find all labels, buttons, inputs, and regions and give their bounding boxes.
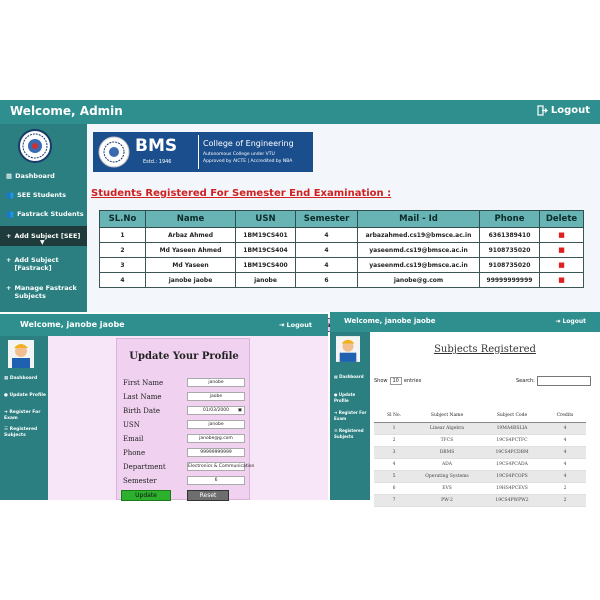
sidebar-item-label: Registered Subjects (334, 428, 364, 439)
subjects-heading: Subjects Registered (434, 344, 536, 355)
column-header: Credits (544, 410, 586, 422)
table-row (374, 458, 586, 470)
entries-label: entries (403, 378, 422, 384)
cell-usn: 1BM19CS404 (236, 243, 296, 258)
cell-subject-name: Linear Algebra (414, 422, 480, 434)
banner-line1: Autonomous College under VTU (203, 152, 275, 157)
delete-button[interactable] (540, 273, 584, 288)
cell-name: Md Yaseen Ahmed (146, 243, 236, 258)
avatar-icon (8, 340, 34, 368)
college-logo (14, 128, 56, 164)
profile-header-title: Welcome, janobe jaobe (20, 320, 125, 329)
user-icon: ● (334, 392, 339, 397)
phone-input[interactable]: 99999999999 (187, 448, 245, 457)
sidebar-item-dashboard[interactable] (0, 376, 48, 382)
subjects-logout-button[interactable] (555, 318, 586, 325)
sidebar-item-label: Add Subject [SEE] (14, 232, 81, 240)
cell-sl: 4 (100, 273, 146, 288)
sidebar-item-registered-subjects[interactable] (330, 428, 370, 440)
column-header: Sl No. (374, 410, 414, 422)
delete-button[interactable] (540, 258, 584, 273)
admin-panel (0, 100, 600, 312)
field-label: USN (123, 421, 140, 429)
sidebar-item-dashboard[interactable] (0, 172, 87, 180)
table-row (374, 494, 586, 506)
plus-icon: + (6, 256, 12, 264)
cell-usn: janobe (236, 273, 296, 288)
admin-main (87, 124, 600, 312)
cell-subject-code: 19CS4PCTFC (480, 434, 544, 446)
sidebar-item-label: Dashboard (9, 376, 38, 381)
banner-short-name: BMS (135, 136, 178, 156)
sidebar-item-label: Update Profile (334, 392, 356, 403)
sidebar-item-update-profile[interactable] (330, 392, 370, 404)
table-header-row (374, 410, 586, 422)
column-header: Semester (296, 211, 358, 228)
students-heading: Students Registered For Semester End Examination : (91, 188, 392, 199)
cell-sl: 2 (100, 243, 146, 258)
sidebar-item-label: Register For Exam (334, 410, 367, 421)
column-header: USN (236, 211, 296, 228)
banner-divider (198, 135, 199, 169)
chevron-down-icon: ▼ (40, 239, 45, 246)
cell-subject-name: Operating Systems (414, 470, 480, 482)
search-input[interactable] (537, 376, 591, 386)
update-button[interactable]: Update (121, 490, 171, 501)
sidebar-item-label: Dashboard (15, 172, 55, 180)
students-table (99, 210, 584, 288)
subjects-header (330, 312, 600, 332)
cell-phone: 6361389410 (480, 228, 540, 243)
entries-select[interactable]: 10 (390, 377, 402, 385)
list-icon: ☰ (334, 428, 339, 433)
college-banner (93, 132, 313, 172)
table-row (100, 258, 584, 273)
table-row (374, 422, 586, 434)
field-label: Phone (123, 449, 146, 457)
banner-estd: Estd.: 1946 (143, 159, 172, 165)
subjects-panel (330, 312, 600, 503)
banner-college-name: College of Engineering (203, 139, 294, 148)
cell-subject-code: 19HS4PCEVS (480, 482, 544, 494)
cell-semester: 4 (296, 258, 358, 273)
cell-subject-name: PW-2 (414, 494, 480, 506)
first-name-input[interactable]: janobe (187, 378, 245, 387)
cell-semester: 6 (296, 273, 358, 288)
trash-icon: ■ (558, 246, 565, 254)
table-row (374, 482, 586, 494)
cell-mail: arbazahmed.cs19@bmsce.ac.in (358, 228, 480, 243)
table-header-row (100, 211, 584, 228)
cell-phone: 99999999999 (480, 273, 540, 288)
arrow-icon: ➜ (4, 410, 10, 415)
field-label: Last Name (123, 393, 162, 401)
cell-name: janobe jaobe (146, 273, 236, 288)
semester-input[interactable]: 6 (187, 476, 245, 485)
cell-sl: 4 (374, 458, 414, 470)
dashboard-icon: ▦ (334, 374, 340, 379)
profile-logout-label: Logout (286, 321, 312, 329)
column-header: Phone (480, 211, 540, 228)
field-label: Semester (123, 477, 157, 485)
cell-subject-name: DBMS (414, 446, 480, 458)
subjects-logout-label: Logout (562, 318, 586, 325)
admin-logout-button[interactable] (538, 105, 590, 116)
column-header: Subject Code (480, 410, 544, 422)
cell-sl: 3 (374, 446, 414, 458)
cell-subject-code: 19CS4PCDBM (480, 446, 544, 458)
logout-icon: ⇥ (278, 321, 285, 329)
cell-name: Md Yaseen (146, 258, 236, 273)
sidebar-item-label: Fastrack Students (17, 210, 84, 218)
avatar-icon (336, 336, 360, 362)
department-select[interactable]: Electronics & Communication (188, 464, 255, 469)
search-control (516, 376, 591, 386)
form-title: Update Your Profile (129, 351, 239, 362)
cell-credits: 2 (544, 482, 586, 494)
column-header: Subject Name (414, 410, 480, 422)
cell-credits: 2 (544, 494, 586, 506)
entries-length-control (374, 377, 421, 385)
cell-semester: 4 (296, 228, 358, 243)
cell-sl: 1 (374, 422, 414, 434)
admin-header-title: Welcome, Admin (10, 104, 123, 118)
delete-button[interactable] (540, 243, 584, 258)
cell-subject-code: 19CS4PCADA (480, 458, 544, 470)
profile-sidebar (0, 336, 48, 500)
logout-icon (538, 106, 548, 115)
list-icon: ☰ (4, 427, 10, 432)
show-label: Show (374, 378, 388, 384)
profile-logout-button[interactable] (279, 321, 312, 329)
profile-header (0, 314, 328, 336)
college-seal-icon (97, 135, 131, 169)
sidebar-item-manage-fastrack[interactable] (0, 284, 80, 300)
calendar-icon: ▣ (237, 408, 242, 413)
sidebar-item-register-exam[interactable] (0, 410, 48, 422)
table-row (374, 434, 586, 446)
profile-main (48, 336, 328, 500)
subjects-header-title: Welcome, janobe jaobe (344, 317, 436, 325)
cell-usn: 1BM19CS400 (236, 258, 296, 273)
sidebar-item-label: Manage Fastrack Subjects (14, 284, 77, 300)
last-name-input[interactable]: jaobe (187, 392, 245, 401)
profile-panel (0, 314, 328, 500)
dashboard-icon: ▦ (6, 172, 13, 180)
cell-subject-name: TFCS (414, 434, 480, 446)
cell-subject-name: EVS (414, 482, 480, 494)
dashboard-icon: ▦ (4, 376, 10, 381)
admin-header (0, 100, 600, 124)
trash-icon: ■ (558, 231, 565, 239)
sidebar-item-update-profile[interactable] (0, 393, 48, 399)
cell-mail: janobe@g.com (358, 273, 480, 288)
cell-sl: 6 (374, 482, 414, 494)
sidebar-item-label: Add Subject [Fastrack] (14, 256, 59, 272)
trash-icon: ■ (558, 276, 565, 284)
table-row (100, 273, 584, 288)
field-label: Birth Date (123, 407, 161, 415)
cell-credits: 4 (544, 422, 586, 434)
sidebar-item-dashboard[interactable] (330, 374, 370, 380)
cell-phone: 9108735020 (480, 243, 540, 258)
usn-input[interactable]: janobe (187, 420, 245, 429)
cell-sl: 2 (374, 434, 414, 446)
cell-name: Arbaz Ahmed (146, 228, 236, 243)
banner-line2: Approved by AICTE | Accredited by NBA (203, 159, 293, 164)
field-label: Email (123, 435, 144, 443)
logout-icon: ⇥ (555, 318, 561, 325)
subjects-sidebar (330, 332, 370, 500)
cell-credits: 4 (544, 458, 586, 470)
user-icon: ● (4, 393, 10, 398)
sidebar-item-add-subject-see[interactable] (0, 226, 87, 246)
trash-icon: ■ (558, 261, 565, 269)
admin-sidebar (0, 124, 87, 312)
cell-sl: 5 (374, 470, 414, 482)
cell-usn: 1BM19CS401 (236, 228, 296, 243)
column-header: Mail - Id (358, 211, 480, 228)
admin-logout-label: Logout (550, 105, 590, 116)
sidebar-item-registered-subjects[interactable] (0, 427, 48, 439)
field-label: Department (123, 463, 166, 471)
sidebar-item-label: Registered Subjects (4, 427, 38, 438)
search-label: Search: (516, 378, 535, 384)
table-row (100, 243, 584, 258)
cell-subject-code: 19CS4PWPW2 (480, 494, 544, 506)
column-header: Name (146, 211, 236, 228)
cell-mail: yaseenmd.cs19@bmsce.ac.in (358, 258, 480, 273)
table-row (100, 228, 584, 243)
cell-subject-code: 19CS4PCOPS (480, 470, 544, 482)
subjects-table (374, 410, 586, 507)
sidebar-item-add-subject-fastrack[interactable] (0, 256, 70, 272)
sidebar-item-label: Update Profile (9, 393, 46, 398)
users-icon: 👥 (6, 191, 15, 199)
table-row (374, 446, 586, 458)
cell-sl: 1 (100, 228, 146, 243)
sidebar-item-label: SEE Students (17, 191, 66, 199)
column-header: SL.No (100, 211, 146, 228)
birth-date-input[interactable] (187, 406, 245, 415)
table-row (374, 470, 586, 482)
column-header: Delete (540, 211, 584, 228)
sidebar-item-fastrack-students[interactable] (0, 210, 87, 218)
subjects-main (370, 332, 600, 503)
cell-mail: yaseenmd.cs19@bmsce.ac.in (358, 243, 480, 258)
birth-date-value: 01/03/2000 (203, 408, 229, 413)
sidebar-item-label: Register For Exam (4, 410, 41, 421)
sidebar-item-see-students[interactable] (0, 191, 87, 199)
sidebar-item-label: Dashboard (339, 374, 364, 379)
cell-credits: 4 (544, 434, 586, 446)
cell-phone: 9108735020 (480, 258, 540, 273)
update-profile-form (116, 338, 255, 500)
email-input[interactable]: janobe@g.com (187, 434, 245, 443)
cell-subject-code: 19MA4BSLIA (480, 422, 544, 434)
reset-button[interactable]: Reset (187, 490, 229, 501)
plus-icon: + (6, 284, 12, 292)
sidebar-item-register-exam[interactable] (330, 410, 370, 422)
cell-semester: 4 (296, 243, 358, 258)
users-icon: 👥 (6, 210, 15, 218)
cell-sl: 7 (374, 494, 414, 506)
cell-credits: 4 (544, 470, 586, 482)
cell-sl: 3 (100, 258, 146, 273)
arrow-icon: ➜ (334, 410, 339, 415)
delete-button[interactable] (540, 228, 584, 243)
field-label: First Name (123, 379, 164, 387)
cell-credits: 4 (544, 446, 586, 458)
cell-subject-name: ADA (414, 458, 480, 470)
plus-icon: + (6, 232, 12, 240)
